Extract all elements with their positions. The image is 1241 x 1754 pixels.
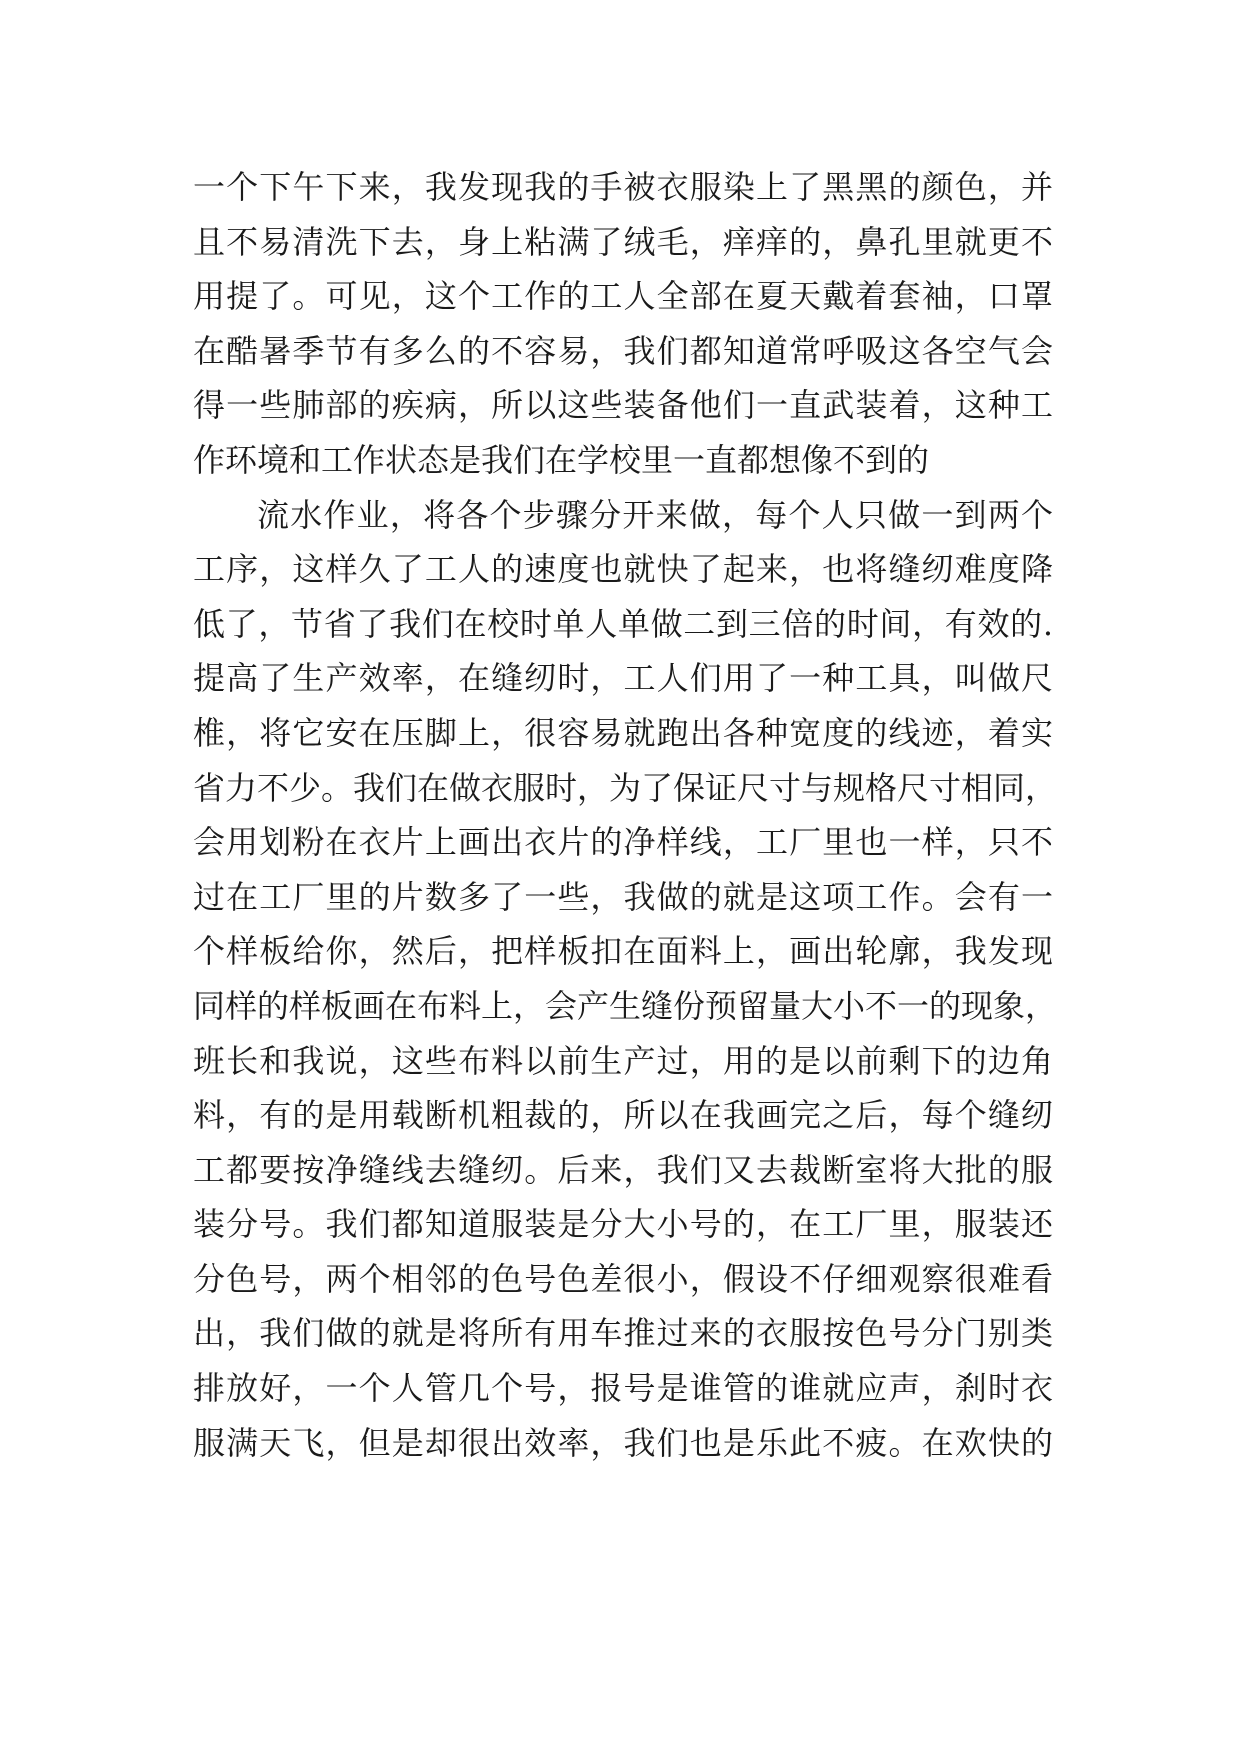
paragraph-2 [193, 488, 1058, 1471]
text-line: 椎，将它安在压脚上，很容易就跑出各种宽度的线迹，着实 [193, 713, 1053, 752]
text-line: 过在工厂里的片数多了一些，我做的就是这项工作。会有一 [193, 877, 1053, 916]
text-line: 提高了生产效率，在缝纫时，工人们用了一种工具，叫做尺 [193, 659, 1053, 698]
text-line: 料，有的是用载断机粗裁的，所以在我画完之后，每个缝纫 [193, 1096, 1053, 1135]
text-line: 装分号。我们都知道服装是分大小号的，在工厂里，服装还 [193, 1205, 1053, 1244]
text-line: 班长和我说，这些布料以前生产过，用的是以前剩下的边角 [193, 1041, 1053, 1080]
text-line: 工都要按净缝线去缝纫。后来，我们又去裁断室将大批的服 [193, 1150, 1053, 1189]
text-line: 出，我们做的就是将所有用车推过来的衣服按色号分门别类 [193, 1314, 1053, 1353]
text-line: 工序，这样久了工人的速度也就快了起来，也将缝纫难度降 [193, 550, 1053, 589]
text-line: 低了，节省了我们在校时单人单做二到三倍的时间，有效的. [193, 604, 1053, 643]
text-line: 会用划粉在衣片上画出衣片的净样线，工厂里也一样，只不 [193, 823, 1053, 862]
text-line: 流水作业，将各个步骤分开来做，每个人只做一到两个 [257, 495, 1053, 534]
text-line: 排放好，一个人管几个号，报号是谁管的谁就应声，刹时衣 [193, 1369, 1053, 1408]
text-line: 作环境和工作状态是我们在学校里一直都想像不到的 [193, 440, 930, 479]
paragraph-1 [193, 160, 1053, 488]
body-text [193, 160, 1058, 1470]
text-line: 在酷暑季节有多么的不容易，我们都知道常呼吸这各空气会 [193, 331, 1053, 370]
text-line: 用提了。可见，这个工作的工人全部在夏天戴着套袖，口罩 [193, 277, 1053, 316]
text-line: 分色号，两个相邻的色号色差很小，假设不仔细观察很难看 [193, 1259, 1053, 1298]
text-line: 得一些肺部的疾病，所以这些装备他们一直武装着，这种工 [193, 386, 1053, 425]
text-line: 服满天飞，但是却很出效率，我们也是乐此不疲。在欢快的 [193, 1423, 1053, 1462]
text-line: 一个下午下来，我发现我的手被衣服染上了黑黑的颜色，并 [193, 168, 1053, 206]
text-line: 同样的样板画在布料上，会产生缝份预留量大小不一的现象， [193, 986, 1058, 1025]
text-line: 省力不少。我们在做衣服时，为了保证尺寸与规格尺寸相同， [193, 768, 1058, 807]
text-line: 且不易清洗下去，身上粘满了绒毛，痒痒的，鼻孔里就更不 [193, 222, 1053, 261]
text-line: 个样板给你，然后，把样板扣在面料上，画出轮廓，我发现 [193, 932, 1053, 971]
